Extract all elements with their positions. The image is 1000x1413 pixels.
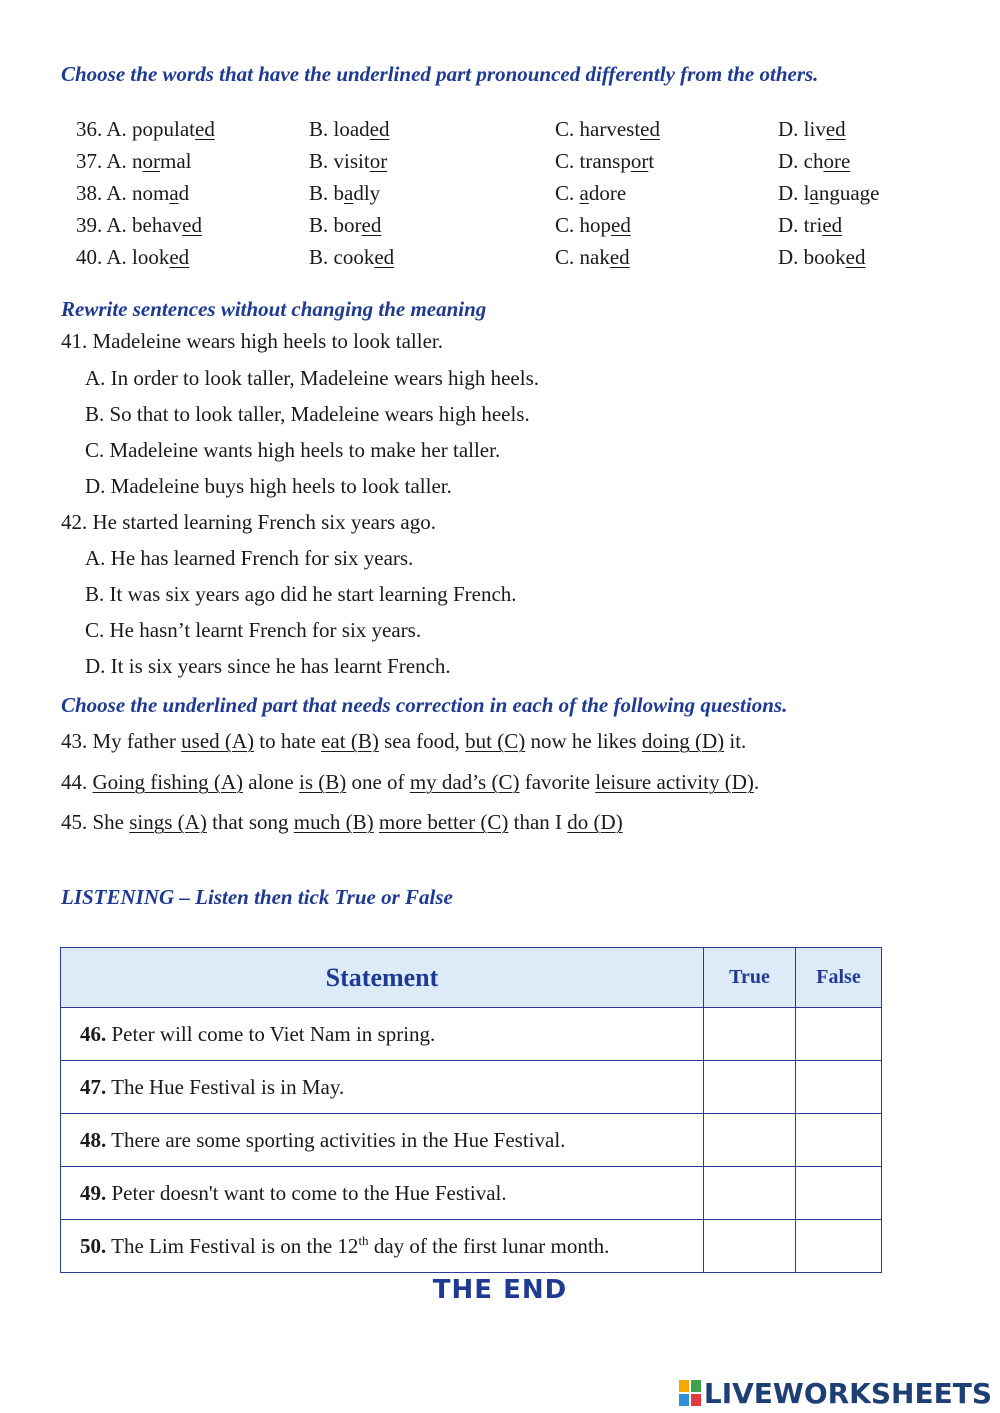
q44-part-b: is (B) — [298, 770, 347, 794]
q44-part-c: my dad’s (C) — [409, 770, 520, 794]
underlined-part: or — [142, 149, 161, 173]
pronunciation-option — [555, 213, 631, 238]
pronunciation-option — [309, 117, 390, 142]
ordinal-suffix: th — [358, 1233, 369, 1248]
q45-part-b: much (B) — [293, 810, 374, 834]
pronunciation-option — [778, 213, 842, 238]
pronunciation-option — [309, 149, 387, 174]
q45-part-a: sings (A) — [129, 810, 207, 834]
q44-text: alone — [243, 770, 299, 794]
pronunciation-option — [76, 245, 189, 270]
pronunciation-option — [555, 245, 630, 270]
q45-part-d: do (D) — [567, 810, 623, 834]
option-label: C. nak — [555, 245, 610, 269]
underlined-part: ed — [825, 117, 846, 141]
statement-number: 48. — [80, 1127, 107, 1152]
table-row — [61, 1008, 882, 1061]
option-label: B. visit — [309, 149, 370, 173]
option-label: D. book — [778, 245, 846, 269]
statement-text: There are some sporting activities in the Hue Festival. — [106, 1127, 566, 1152]
false-header: False — [796, 948, 882, 1008]
answer-42-d: D. It is six years since he has learnt French. — [85, 654, 451, 678]
liveworksheets-logo[interactable] — [679, 1376, 992, 1410]
option-label: B. load — [309, 117, 370, 141]
true-header: True — [704, 948, 796, 1008]
true-checkbox[interactable] — [704, 1220, 796, 1273]
statement-cell — [61, 1061, 704, 1114]
q43-part-d: doing (D) — [641, 729, 725, 753]
false-checkbox[interactable] — [796, 1167, 882, 1220]
true-checkbox[interactable] — [704, 1114, 796, 1167]
option-rest: t — [648, 149, 655, 173]
pronunciation-option — [555, 181, 626, 206]
statement-number: 47. — [80, 1074, 107, 1099]
underlined-part: or — [630, 149, 649, 173]
pronunciation-option — [555, 149, 654, 174]
answer-41-b: B. So that to look taller, Madeleine wears high heels. — [85, 402, 530, 426]
statement-text: Peter will come to Viet Nam in spring. — [106, 1021, 436, 1046]
option-label: C. hop — [555, 213, 612, 237]
statement-text: Peter doesn't want to come to the Hue Festival. — [106, 1180, 507, 1205]
underlined-part: a — [169, 181, 179, 205]
answer-41-c: C. Madeleine wants high heels to make her taller. — [85, 438, 501, 462]
underlined-part: ed — [361, 213, 382, 237]
underlined-part: ed — [374, 245, 395, 269]
statement-header: Statement — [61, 948, 704, 1008]
pronunciation-option — [76, 213, 202, 238]
statement-text: The Lim Festival is on the 12 — [106, 1234, 359, 1258]
pronunciation-option — [555, 117, 660, 142]
logo-text: LIVEWORKSHEETS — [703, 1376, 992, 1410]
option-label: B. b — [309, 181, 345, 205]
statement-text: day of the first lunar month. — [368, 1234, 610, 1258]
q43-text: to hate — [254, 729, 322, 753]
table-row — [61, 1061, 882, 1114]
pronunciation-option — [778, 245, 866, 270]
statement-cell — [61, 1220, 704, 1273]
option-rest: dore — [588, 181, 627, 205]
option-label: 37. A. n — [76, 149, 143, 173]
table-row — [61, 1167, 882, 1220]
answer-42-b: B. It was six years ago did he start learning French. — [85, 582, 517, 606]
true-checkbox[interactable] — [704, 1008, 796, 1061]
question-41: 41. Madeleine wears high heels to look taller. — [61, 329, 443, 353]
statement-cell — [61, 1167, 704, 1220]
pronunciation-option — [76, 149, 192, 174]
option-label: 39. A. behav — [76, 213, 183, 237]
false-checkbox[interactable] — [796, 1114, 882, 1167]
q43-part-a: used (A) — [181, 729, 255, 753]
table-row — [61, 1114, 882, 1167]
underlined-part: ed — [822, 213, 843, 237]
q45-text: 45. She — [61, 810, 130, 834]
option-label: C. — [555, 181, 580, 205]
q43-text: now he likes — [525, 729, 642, 753]
true-checkbox[interactable] — [704, 1061, 796, 1114]
q43-text: it. — [724, 729, 747, 753]
option-label: 40. A. look — [76, 245, 170, 269]
option-label: D. tri — [778, 213, 823, 237]
pronunciation-option — [778, 117, 846, 142]
question-43 — [61, 729, 746, 754]
answer-42-a: A. He has learned French for six years. — [85, 546, 414, 570]
option-rest: nguage — [818, 181, 880, 205]
answer-42-c: C. He hasn’t learnt French for six years. — [85, 618, 422, 642]
underlined-part: ed — [611, 213, 631, 237]
false-checkbox[interactable] — [796, 1220, 882, 1273]
question-44 — [61, 770, 759, 795]
q45-text: that song — [206, 810, 294, 834]
underlined-part: ed — [845, 245, 866, 269]
option-rest: dly — [353, 181, 381, 205]
statement-cell — [61, 1008, 704, 1061]
statement-number: 49. — [80, 1180, 107, 1205]
question-45 — [61, 810, 623, 835]
question-42: 42. He started learning French six years ago. — [61, 510, 436, 534]
option-label: 38. A. nom — [76, 181, 170, 205]
pronunciation-option — [76, 117, 215, 142]
q44-part-a: Going fishing (A) — [92, 770, 243, 794]
underlined-part: a — [579, 181, 589, 205]
statement-number: 46. — [80, 1021, 107, 1046]
option-label: D. ch — [778, 149, 824, 173]
q43-part-c: but (C) — [465, 729, 526, 753]
liveworksheets-logo-icon — [679, 1380, 701, 1406]
underlined-part: or — [369, 149, 388, 173]
underlined-part: a — [809, 181, 819, 205]
underlined-part: ed — [609, 245, 630, 269]
option-label: 36. A. populat — [76, 117, 195, 141]
q44-part-d: leisure activity (D) — [595, 770, 754, 794]
statement-text: The Hue Festival is in May. — [106, 1074, 345, 1099]
q44-text: 44. — [61, 770, 93, 794]
underlined-part: ore — [823, 149, 851, 173]
q44-text: . — [753, 770, 760, 794]
section1-heading: Choose the words that have the underlined part pronounced differently from the others. — [61, 62, 819, 86]
underlined-part: ed — [182, 213, 202, 237]
pronunciation-option — [778, 181, 879, 206]
false-checkbox[interactable] — [796, 1008, 882, 1061]
pronunciation-option — [309, 213, 381, 238]
underlined-part: ed — [169, 245, 190, 269]
q45-text: than I — [508, 810, 568, 834]
q43-text: sea food, — [378, 729, 466, 753]
table-row — [61, 1220, 882, 1273]
underlined-part: ed — [640, 117, 660, 141]
option-label: B. bor — [309, 213, 362, 237]
option-label: B. cook — [309, 245, 375, 269]
false-checkbox[interactable] — [796, 1061, 882, 1114]
option-label: C. harvest — [555, 117, 641, 141]
option-label: C. transp — [555, 149, 631, 173]
q45-part-c: more better (C) — [378, 810, 509, 834]
true-checkbox[interactable] — [704, 1167, 796, 1220]
section2-heading: Rewrite sentences without changing the meaning — [61, 297, 487, 321]
answer-41-d: D. Madeleine buys high heels to look taller. — [85, 474, 452, 498]
q43-part-b: eat (B) — [321, 729, 379, 753]
q43-text: 43. My father — [61, 729, 182, 753]
option-rest: d — [178, 181, 190, 205]
section3-heading: Choose the underlined part that needs correction in each of the following questions. — [61, 693, 788, 717]
option-label: D. liv — [778, 117, 826, 141]
pronunciation-option — [76, 181, 189, 206]
option-label: D. l — [778, 181, 810, 205]
listening-heading: LISTENING – Listen then tick True or False — [61, 885, 453, 909]
true-false-table — [60, 947, 882, 1273]
pronunciation-option — [778, 149, 850, 174]
underlined-part: ed — [369, 117, 390, 141]
q44-text: one of — [346, 770, 410, 794]
answer-41-a: A. In order to look taller, Madeleine wears high heels. — [85, 366, 540, 390]
option-rest: mal — [160, 149, 192, 173]
underlined-part: a — [344, 181, 354, 205]
the-end-label: THE END — [432, 1275, 568, 1305]
underlined-part: ed — [195, 117, 215, 141]
statement-cell — [61, 1114, 704, 1167]
pronunciation-option — [309, 181, 380, 206]
q44-text: favorite — [519, 770, 596, 794]
statement-number: 50. — [80, 1234, 107, 1258]
pronunciation-option — [309, 245, 394, 270]
